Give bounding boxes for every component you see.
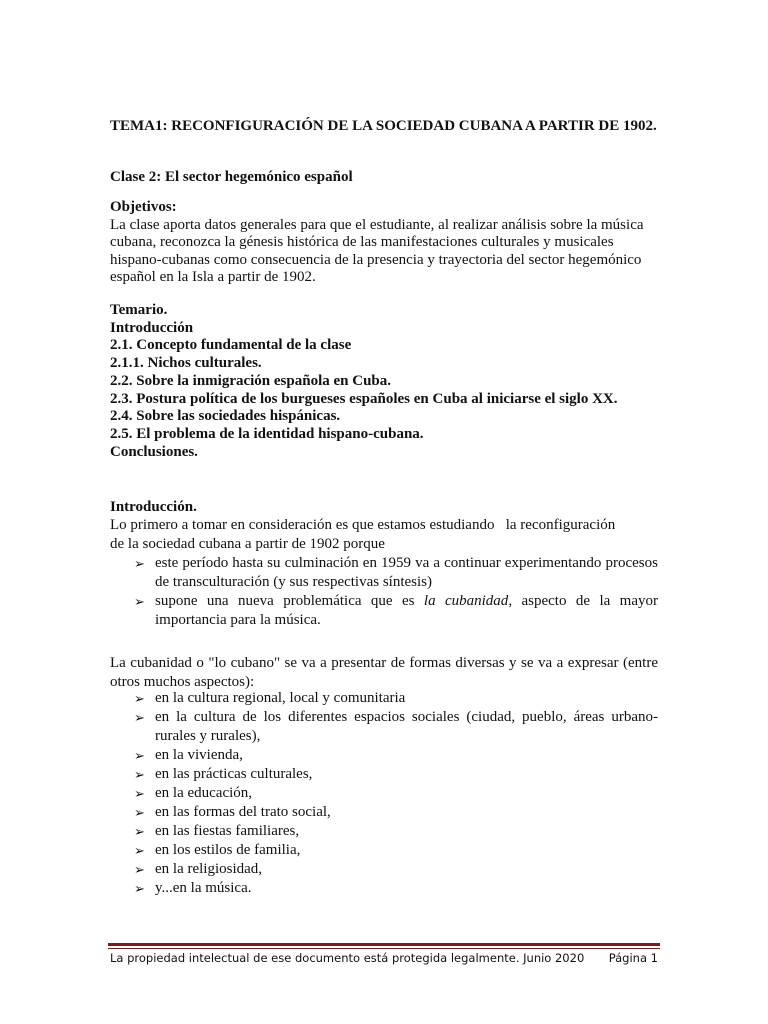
syllabus-item: Conclusiones. <box>110 443 198 460</box>
arrowhead-bullet-icon: ➢ <box>134 881 145 896</box>
syllabus-item: 2.2. Sobre la inmigración española en Cuba. <box>110 372 392 389</box>
arrowhead-bullet-icon: ➢ <box>134 862 145 877</box>
list-item-text: este período hasta su culminación en 1959 va a continuar experimentando procesos de transculturación (y sus respectivas síntesis) <box>155 555 658 590</box>
objectives-text: La clase aporta datos generales para que el estudiante, al realizar análisis sobre la música cubana, reconozca la génesis histórica de las manifestaciones culturales y musicales hispano-cubanas como consecuencia de la presencia y trayectoria del sector hegemónico español en la Isla a partir de 1902. <box>110 216 644 285</box>
syllabus-list <box>110 302 618 461</box>
arrowhead-bullet-icon: ➢ <box>134 767 145 782</box>
list-item <box>110 554 658 592</box>
list-item <box>110 803 658 822</box>
list-item-text: en la educación, <box>155 785 253 801</box>
arrowhead-bullet-icon: ➢ <box>134 824 145 839</box>
arrowhead-bullet-icon: ➢ <box>134 594 145 609</box>
introduction-paragraph <box>110 516 658 554</box>
list-item <box>110 784 658 803</box>
list-item-emphasis: la cubanidad <box>423 593 509 609</box>
list-item-text-post: , aspecto de la mayor importancia para la música. <box>155 593 658 628</box>
syllabus-item: 2.3. Postura política de los burgueses españoles en Cuba al iniciarse el siglo XX. <box>110 390 618 407</box>
syllabus-item: 2.1. Concepto fundamental de la clase <box>110 337 352 354</box>
copyright-notice: La propiedad intelectual de ese documento está protegida legalmente. Junio 2020 <box>110 951 585 965</box>
list-item-text-pre: supone una nueva problemática que es <box>155 593 424 609</box>
list-item <box>110 879 658 898</box>
introduction-line-1: Lo primero a tomar en consideración es que estamos estudiando la reconfiguración <box>110 517 616 533</box>
list-item-text: en la vivienda, <box>155 747 243 763</box>
arrowhead-bullet-icon: ➢ <box>134 805 145 820</box>
arrowhead-bullet-icon: ➢ <box>134 691 145 706</box>
syllabus-heading: Temario. <box>110 302 168 318</box>
objectives-section <box>110 199 658 287</box>
list-item-text: en las formas del trato social, <box>155 804 331 820</box>
introduction-line-2: de la sociedad cubana a partir de 1902 porque <box>110 536 385 552</box>
list-item <box>110 592 658 630</box>
list-item <box>110 822 658 841</box>
list-item <box>110 860 658 879</box>
arrowhead-bullet-icon: ➢ <box>134 786 145 801</box>
page-number: Página 1 <box>608 951 658 965</box>
aspects-list <box>110 689 658 898</box>
arrowhead-bullet-icon: ➢ <box>134 843 145 858</box>
footer-divider-thick <box>108 943 660 946</box>
objectives-heading: Objetivos: <box>110 199 177 215</box>
list-item-text: en la religiosidad, <box>155 861 263 877</box>
document-title: TEMA1: RECONFIGURACIÓN DE LA SOCIEDAD CUBANA A PARTIR DE 1902. <box>110 118 657 134</box>
cubanidad-paragraph: La cubanidad o "lo cubano" se va a presentar de formas diversas y se va a expresar (entre otros muchos aspectos): <box>110 655 658 690</box>
list-item-text: en las prácticas culturales, <box>155 766 313 782</box>
syllabus-item: 2.1.1. Nichos culturales. <box>110 355 262 372</box>
list-item <box>110 708 658 746</box>
list-item-text: en los estilos de familia, <box>155 842 301 858</box>
arrowhead-bullet-icon: ➢ <box>134 556 145 571</box>
list-item <box>110 841 658 860</box>
syllabus-item: 2.5. El problema de la identidad hispano-cubana. <box>110 425 424 442</box>
class-title: Clase 2: El sector hegemónico español <box>110 169 353 185</box>
list-item <box>110 746 658 765</box>
list-item-text: en la cultura regional, local y comunitaria <box>155 690 406 706</box>
syllabus-item: Introducción <box>110 319 194 336</box>
list-item <box>110 765 658 784</box>
footer-divider-thin <box>108 948 660 949</box>
syllabus-item: 2.4. Sobre las sociedades hispánicas. <box>110 408 341 425</box>
list-item <box>110 689 658 708</box>
arrowhead-bullet-icon: ➢ <box>134 748 145 763</box>
list-item-text: en la cultura de los diferentes espacios sociales (ciudad, pueblo, áreas urbano-rurales y rurales), <box>155 709 658 744</box>
page-footer <box>110 951 658 965</box>
arrowhead-bullet-icon: ➢ <box>134 710 145 725</box>
list-item-text: en las fiestas familiares, <box>155 823 300 839</box>
list-item-text: y...en la música. <box>155 880 252 896</box>
reasons-list <box>110 554 658 630</box>
introduction-heading: Introducción. <box>110 499 197 515</box>
